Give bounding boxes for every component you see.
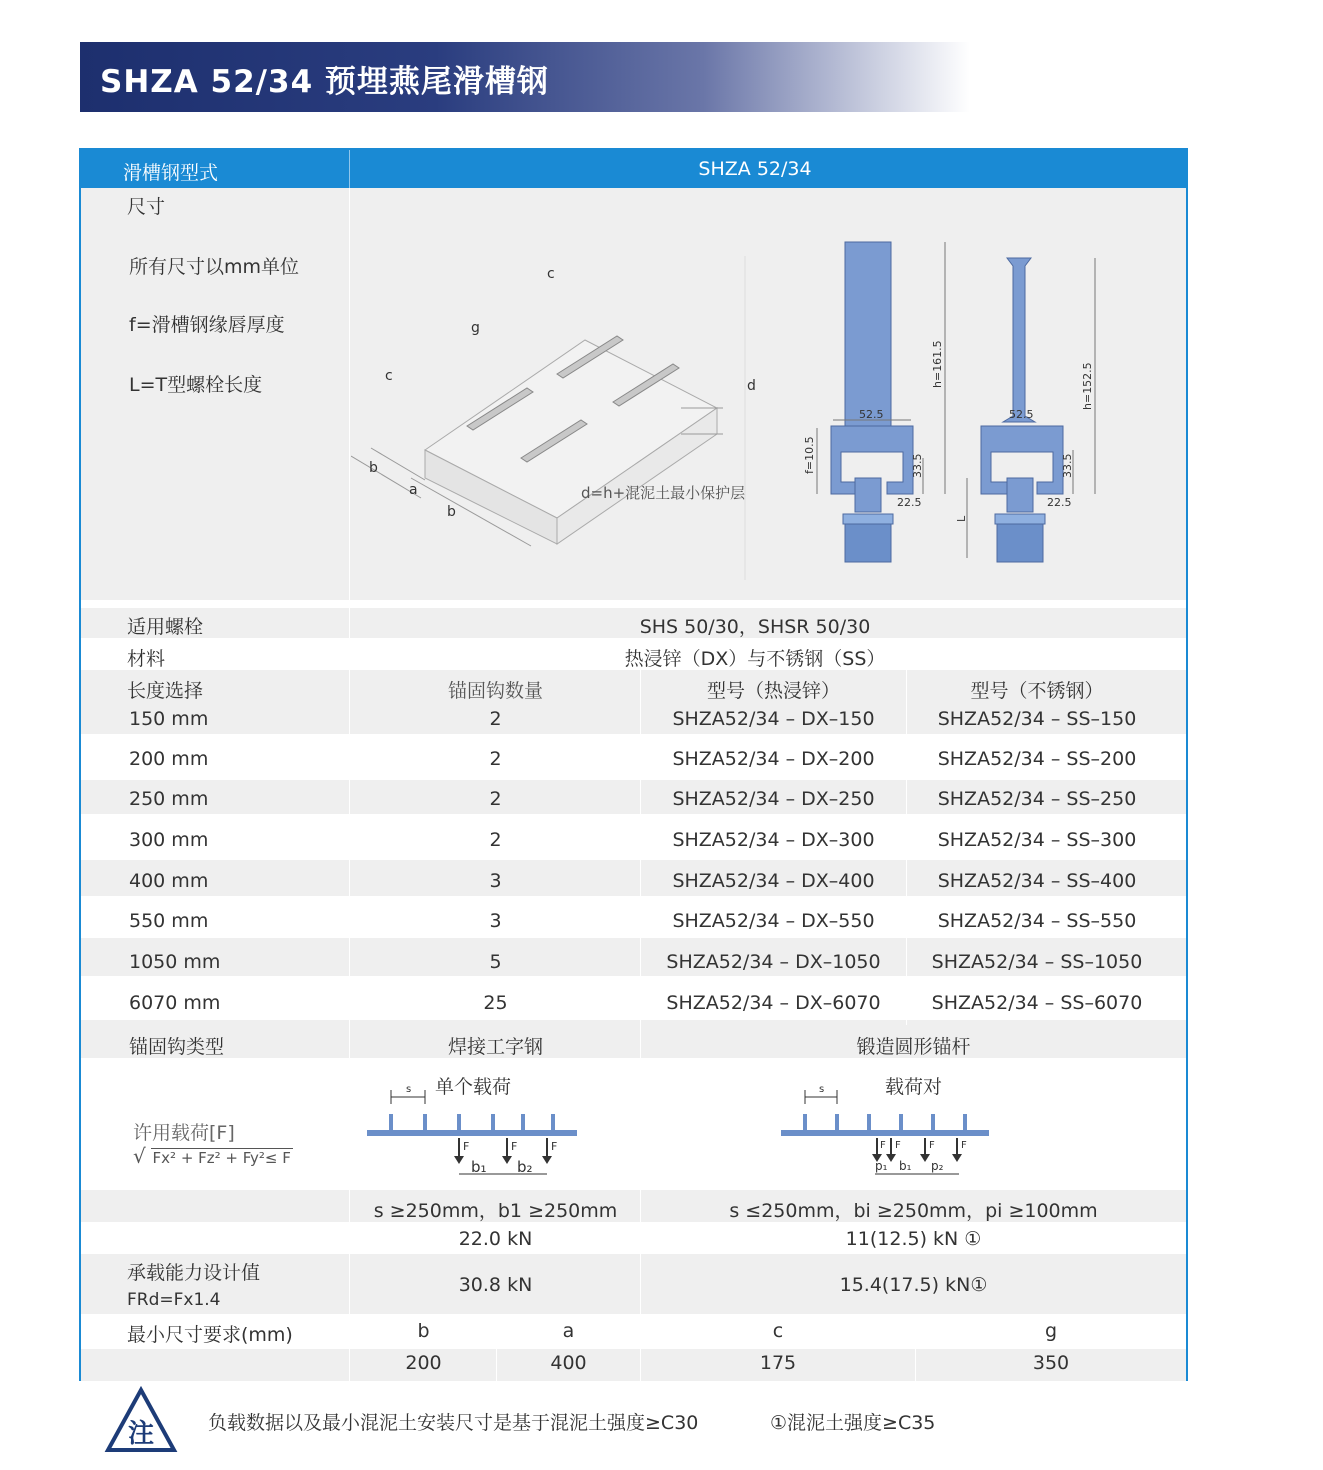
pair-f1: F (880, 1140, 886, 1151)
iso-note-d: d=h+混泥土最小保护层 (581, 484, 746, 502)
anchor-label: 锚固钩类型 (129, 1036, 225, 1058)
load-formula (133, 1144, 293, 1168)
sr-L: L (955, 515, 968, 522)
dimensions-label: 尺寸 (127, 196, 166, 218)
pair-s-label: s (819, 1084, 825, 1095)
single-load-diagram (361, 1080, 591, 1190)
pair-p1: p₁ (875, 1159, 888, 1173)
table-row-ss: SHZA52/34 – SS–200 (937, 748, 1137, 770)
table-row-length: 550 mm (129, 910, 209, 932)
table-row-dx: SHZA52/34 – DX–6070 (666, 992, 881, 1014)
pair-load-diagram (771, 1080, 1001, 1190)
col-divider-1 (349, 188, 350, 1381)
iso-label-b1: b (369, 460, 378, 476)
single-load-condition: s ≥250mm，b1 ≥250mm (373, 1200, 618, 1222)
note-text: 负载数据以及最小混泥土安装尺寸是基于混泥土强度≥C30 (208, 1412, 699, 1434)
iso-label-g: g (471, 320, 480, 336)
iso-label-c1: c (547, 266, 555, 282)
single-load-value: 22.0 kN (458, 1228, 533, 1250)
iso-label-d: d (747, 378, 756, 394)
material-value: 热浸锌（DX）与不锈钢（SS） (624, 648, 886, 670)
table-row-dx: SHZA52/34 – DX–200 (672, 748, 875, 770)
header-divider (349, 150, 350, 188)
material-label: 材料 (127, 648, 166, 670)
sr-width: 52.5 (1009, 408, 1034, 421)
table-row-count: 2 (489, 788, 502, 810)
table-row-length: 1050 mm (129, 951, 221, 973)
min-dim-header-c: c (772, 1320, 784, 1342)
single-b2: b₂ (517, 1158, 533, 1176)
sqrt-symbol: √ (133, 1144, 146, 1168)
table-row-ss: SHZA52/34 – SS–6070 (931, 992, 1143, 1014)
design-label: 承载能力设计值 (127, 1262, 261, 1284)
table-row-count: 2 (489, 748, 502, 770)
table-row-count: 25 (483, 992, 508, 1014)
table-row-count: 3 (489, 910, 502, 932)
table-row-length: 400 mm (129, 870, 209, 892)
note-icon (104, 1386, 178, 1456)
sr-base: 22.5 (1047, 496, 1072, 509)
pair-b1: b₁ (899, 1159, 912, 1173)
sr-height: h=152.5 (1081, 362, 1094, 410)
header-model: SHZA 52/34 (698, 158, 812, 180)
min-dim-value-g: 350 (1032, 1352, 1070, 1374)
title-banner (80, 42, 970, 112)
table-row-ss: SHZA52/34 – SS–150 (937, 708, 1137, 730)
pair-f4: F (961, 1140, 967, 1151)
design-left-value: 30.8 kN (458, 1274, 533, 1296)
table-row-length: 150 mm (129, 708, 209, 730)
single-load-title: 单个载荷 (435, 1076, 512, 1098)
min-dim-value-a: 400 (550, 1352, 587, 1374)
anchor-left: 焊接工字钢 (447, 1036, 543, 1058)
sl-height: h=161.5 (931, 340, 944, 388)
len-header-length: 长度选择 (127, 680, 204, 702)
table-row-ss: SHZA52/34 – SS–1050 (931, 951, 1143, 973)
table-row-count: 3 (489, 870, 502, 892)
single-f2: F (511, 1140, 518, 1153)
f-note: f=滑槽钢缘唇厚度 (129, 314, 285, 336)
header-type-label: 滑槽钢型式 (123, 162, 219, 184)
table-row-ss: SHZA52/34 – SS–400 (937, 870, 1137, 892)
sr-h2: 33.5 (1061, 453, 1074, 478)
table-row-length: 300 mm (129, 829, 209, 851)
pair-load-condition: s ≤250mm，bi ≥250mm，pi ≥100mm (729, 1200, 1098, 1222)
min-dim-header-g: g (1044, 1320, 1058, 1342)
load-formula-text: Fx² + Fz² + Fy²≤ F (152, 1149, 291, 1167)
table-row-ss: SHZA52/34 – SS–250 (937, 788, 1137, 810)
bolts-value: SHS 50/30，SHSR 50/30 (639, 616, 871, 638)
table-row-length: 6070 mm (129, 992, 221, 1014)
design-right-value: 15.4(17.5) kN① (839, 1274, 988, 1296)
table-row-count: 2 (489, 829, 502, 851)
sl-base: 22.5 (897, 496, 922, 509)
table-row-dx: SHZA52/34 – DX–550 (672, 910, 875, 932)
min-dim-header-b: b (417, 1320, 430, 1342)
iso-label-a: a (409, 482, 418, 498)
min-dim-value-c: 175 (759, 1352, 797, 1374)
l-note: L=T型螺栓长度 (129, 374, 263, 396)
table-row-length: 250 mm (129, 788, 209, 810)
single-b1: b₁ (471, 1158, 487, 1176)
spec-table (79, 148, 1188, 1381)
table-row-length: 200 mm (129, 748, 209, 770)
single-f1: F (463, 1140, 470, 1153)
section-left-drawing (817, 242, 945, 562)
single-s-label: s (406, 1084, 412, 1095)
bolts-label: 适用螺栓 (127, 616, 204, 638)
note-icon-label: 注 (127, 1419, 155, 1449)
pair-load-title: 载荷对 (885, 1076, 943, 1098)
sl-f: f=10.5 (803, 436, 816, 474)
anchor-right: 锻造圆形锚杆 (856, 1036, 971, 1058)
table-row-count: 2 (489, 708, 502, 730)
len-header-ss: 型号（不锈钢） (970, 680, 1104, 702)
iso-label-b2: b (447, 504, 456, 520)
len-header-count: 锚固钩数量 (447, 680, 543, 702)
pair-f3: F (929, 1140, 935, 1151)
iso-label-c2: c (385, 368, 393, 384)
table-row-ss: SHZA52/34 – SS–550 (937, 910, 1137, 932)
pair-p2: p₂ (931, 1159, 944, 1173)
sl-h2: 33.5 (911, 453, 924, 478)
single-f3: F (551, 1140, 558, 1153)
table-row-dx: SHZA52/34 – DX–300 (672, 829, 875, 851)
dimension-diagram (351, 188, 1186, 600)
note-footnote: ①混泥土强度≥C35 (770, 1412, 936, 1434)
table-header (81, 150, 1186, 188)
table-row-dx: SHZA52/34 – DX–250 (672, 788, 875, 810)
min-dim-value-b: 200 (405, 1352, 442, 1374)
len-header-dx: 型号（热浸锌） (706, 680, 840, 702)
isometric-plate-diagram (351, 256, 745, 580)
unit-note: 所有尺寸以mm单位 (129, 256, 300, 278)
pair-load-value: 11(12.5) kN ① (845, 1228, 982, 1250)
min-dim-header-a: a (562, 1320, 575, 1342)
table-row-ss: SHZA52/34 – SS–300 (937, 829, 1137, 851)
table-row-dx: SHZA52/34 – DX–1050 (666, 951, 881, 973)
pair-f2: F (895, 1140, 901, 1151)
table-row-count: 5 (489, 951, 502, 973)
table-row-dx: SHZA52/34 – DX–400 (672, 870, 875, 892)
table-row-dx: SHZA52/34 – DX–150 (672, 708, 875, 730)
page-title: SHZA 52/34 预埋燕尾滑槽钢 (100, 64, 549, 100)
design-formula: FRd=Fx1.4 (127, 1290, 221, 1310)
load-label: 许用载荷[F] (133, 1122, 235, 1144)
sl-width: 52.5 (859, 408, 884, 421)
min-dims-label: 最小尺寸要求(mm) (127, 1324, 293, 1346)
